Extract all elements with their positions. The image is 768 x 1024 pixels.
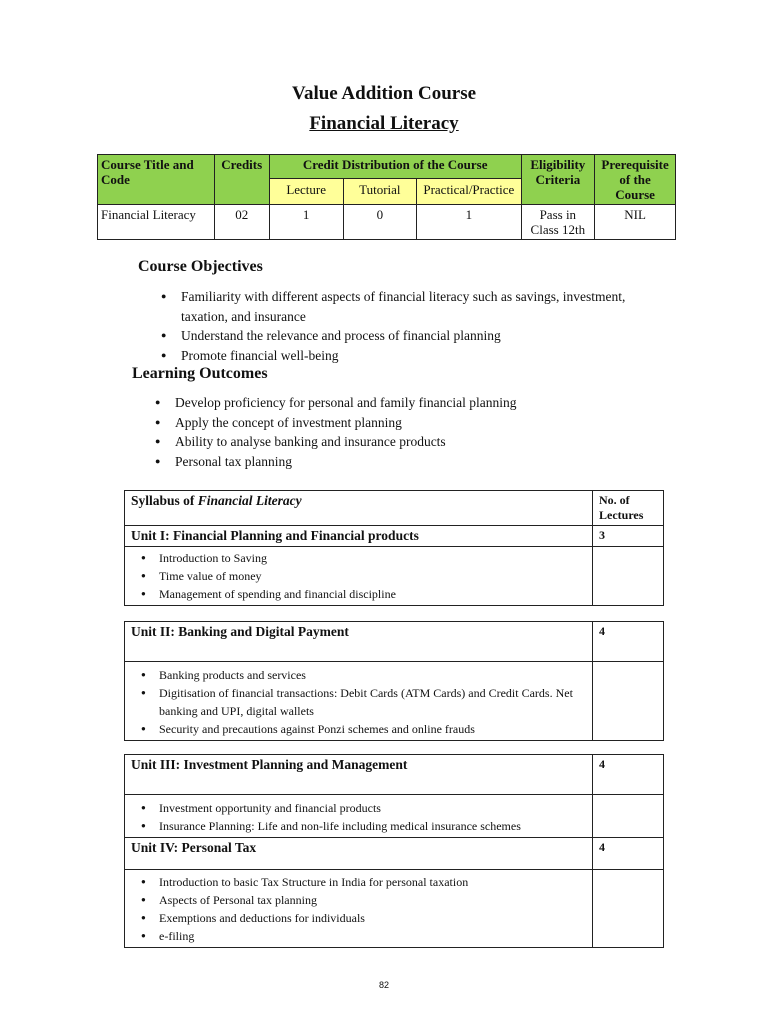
list-item: ● Exemptions and deductions for individuals bbox=[131, 909, 586, 927]
header-eligibility: Eligibility Criteria bbox=[521, 155, 595, 205]
header-credit-distribution: Credit Distribution of the Course bbox=[269, 155, 521, 179]
header-practical: Practical/Practice bbox=[417, 178, 521, 204]
list-item: ● Investment opportunity and financial products bbox=[131, 799, 586, 817]
unit-3-lectures: 4 bbox=[593, 755, 664, 795]
unit-1-title: Unit I: Financial Planning and Financial products bbox=[125, 526, 593, 547]
empty-cell bbox=[593, 547, 664, 606]
unit-3-title: Unit III: Investment Planning and Management bbox=[125, 755, 593, 795]
header-tutorial: Tutorial bbox=[343, 178, 417, 204]
empty-cell bbox=[593, 662, 664, 741]
list-item: ● Personal tax planning bbox=[155, 452, 655, 472]
page-subtitle: Financial Literacy bbox=[309, 113, 459, 134]
header-title-code: Course Title and Code bbox=[98, 155, 215, 205]
cell-tutorial: 0 bbox=[343, 205, 417, 240]
list-item: ● Time value of money bbox=[131, 567, 586, 585]
list-item: ● e-filing bbox=[131, 927, 586, 945]
unit-4-lectures: 4 bbox=[593, 838, 664, 870]
unit-4-title: Unit IV: Personal Tax bbox=[125, 838, 593, 870]
cell-eligibility: Pass in Class 12th bbox=[521, 205, 595, 240]
unit-1-lectures: 3 bbox=[593, 526, 664, 547]
outcomes-heading: Learning Outcomes bbox=[132, 365, 268, 382]
cell-course-title: Financial Literacy bbox=[98, 205, 215, 240]
unit-1-topics bbox=[125, 547, 593, 606]
empty-cell bbox=[593, 870, 664, 948]
list-item: ● Aspects of Personal tax planning bbox=[131, 891, 586, 909]
cell-credits: 02 bbox=[214, 205, 269, 240]
header-lecture: Lecture bbox=[269, 178, 343, 204]
unit-2-lectures: 4 bbox=[593, 622, 664, 662]
unit-4-topics bbox=[125, 870, 593, 948]
objectives-heading: Course Objectives bbox=[138, 258, 263, 275]
objectives-list bbox=[161, 287, 661, 365]
course-credit-table bbox=[97, 154, 676, 240]
cell-prerequisite: NIL bbox=[595, 205, 676, 240]
syllabus-table-unit-3-4 bbox=[124, 754, 664, 948]
cell-practical: 1 bbox=[417, 205, 521, 240]
unit-2-title: Unit II: Banking and Digital Payment bbox=[125, 622, 593, 662]
unit-2-topics bbox=[125, 662, 593, 741]
syllabus-heading: Syllabus of Financial Literacy bbox=[125, 491, 593, 526]
list-item: ● Familiarity with different aspects of financial literacy such as savings, investment, taxation, and insurance bbox=[161, 287, 661, 326]
cell-lecture: 1 bbox=[269, 205, 343, 240]
header-credits: Credits bbox=[214, 155, 269, 205]
unit-3-topics bbox=[125, 795, 593, 838]
lectures-header: No. of Lectures bbox=[593, 491, 664, 526]
page-number: 82 bbox=[378, 980, 389, 990]
list-item: ● Digitisation of financial transactions: Debit Cards (ATM Cards) and Credit Cards. Net banking and UPI, digital wallets bbox=[131, 684, 586, 720]
list-item: ● Introduction to Saving bbox=[131, 549, 586, 567]
outcomes-list bbox=[155, 393, 655, 471]
header-prerequisite: Prerequisite of the Course bbox=[595, 155, 676, 205]
list-item: ● Insurance Planning: Life and non-life including medical insurance schemes bbox=[131, 817, 586, 835]
list-item: ● Promote financial well-being bbox=[161, 346, 661, 366]
list-item: ● Security and precautions against Ponzi schemes and online frauds bbox=[131, 720, 586, 738]
list-item: ● Introduction to basic Tax Structure in India for personal taxation bbox=[131, 873, 586, 891]
page-title: Value Addition Course bbox=[291, 83, 477, 104]
list-item: ● Develop proficiency for personal and family financial planning bbox=[155, 393, 655, 413]
empty-cell bbox=[593, 795, 664, 838]
list-item: ● Apply the concept of investment planning bbox=[155, 413, 655, 433]
syllabus-table-unit-2 bbox=[124, 621, 664, 741]
list-item: ● Ability to analyse banking and insurance products bbox=[155, 432, 655, 452]
list-item: ● Understand the relevance and process of financial planning bbox=[161, 326, 661, 346]
syllabus-table-unit-1 bbox=[124, 490, 664, 606]
list-item: ● Banking products and services bbox=[131, 666, 586, 684]
list-item: ● Management of spending and financial discipline bbox=[131, 585, 586, 603]
